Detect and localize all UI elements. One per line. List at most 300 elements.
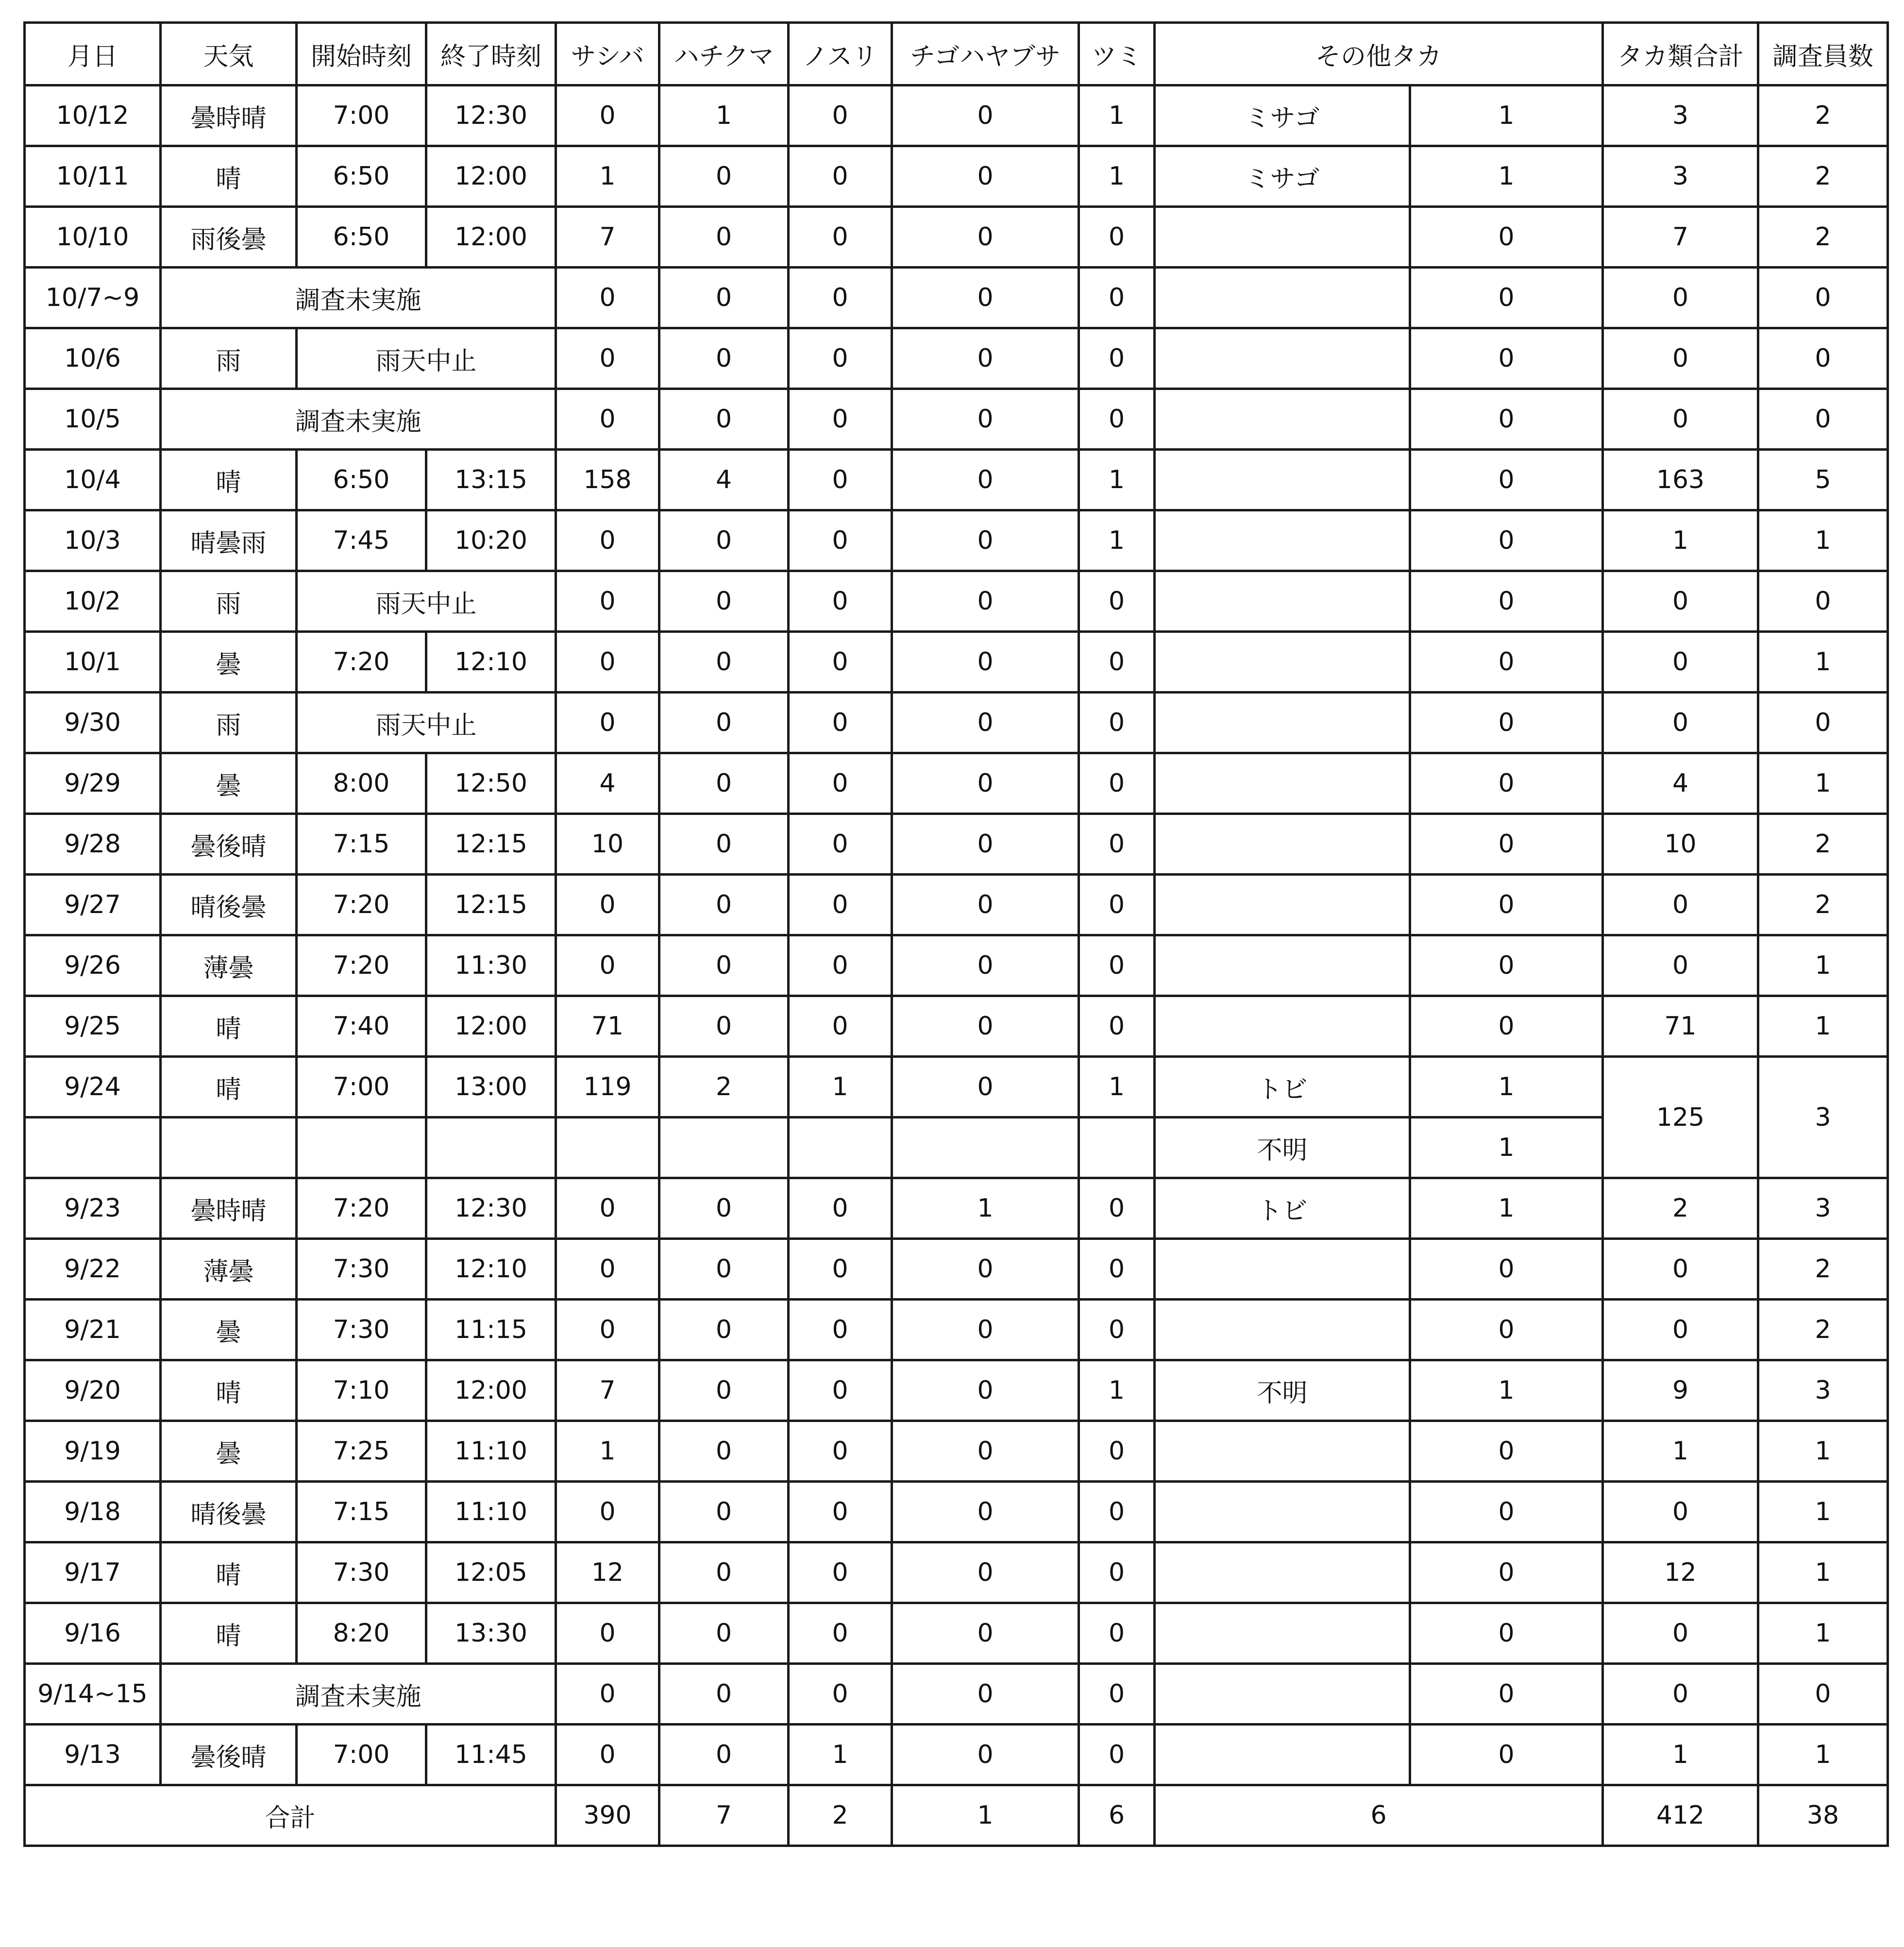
header-nosuri: ノスリ — [789, 23, 892, 85]
sashiba-cell: 1 — [556, 146, 659, 207]
nosuri-cell: 0 — [789, 1482, 892, 1542]
table-row — [25, 753, 1888, 814]
other-hawk-name-cell — [1155, 693, 1410, 753]
tsumi-cell: 0 — [1079, 1664, 1155, 1725]
hachikuma-cell: 0 — [659, 146, 789, 207]
date-cell: 9/29 — [25, 753, 161, 814]
other-hawk-count-cell: 0 — [1410, 753, 1603, 814]
nosuri-cell: 0 — [789, 935, 892, 996]
other-hawk-name-cell: ミサゴ — [1155, 146, 1410, 207]
weather-cell: 雨 — [161, 693, 297, 753]
other-hawk-name-cell — [1155, 875, 1410, 935]
sashiba-cell: 0 — [556, 1725, 659, 1785]
date-cell: 10/6 — [25, 328, 161, 389]
observers-cell: 0 — [1758, 389, 1888, 450]
empty-cell — [426, 1117, 556, 1178]
hawk-total-cell: 1 — [1603, 510, 1758, 571]
other-hawk-name-cell — [1155, 207, 1410, 268]
weather-cell: 曇 — [161, 753, 297, 814]
hawk-total-cell: 71 — [1603, 996, 1758, 1057]
other-hawk-name-cell: 不明 — [1155, 1360, 1410, 1421]
observers-cell: 0 — [1758, 571, 1888, 632]
chigohayabusa-cell: 0 — [892, 207, 1079, 268]
observers-cell: 2 — [1758, 146, 1888, 207]
chigohayabusa-cell: 0 — [892, 1239, 1079, 1300]
weather-cell: 曇後晴 — [161, 1725, 297, 1785]
tsumi-cell: 0 — [1079, 875, 1155, 935]
empty-cell — [556, 1117, 659, 1178]
weather-cell: 薄曇 — [161, 1239, 297, 1300]
observers-cell: 0 — [1758, 328, 1888, 389]
other-hawk-count-cell: 0 — [1410, 1603, 1603, 1664]
sashiba-cell: 7 — [556, 207, 659, 268]
sashiba-cell: 0 — [556, 632, 659, 693]
start-time-cell: 6:50 — [297, 207, 426, 268]
empty-cell — [892, 1117, 1079, 1178]
sashiba-cell: 0 — [556, 1178, 659, 1239]
other-hawk-name-cell — [1155, 1603, 1410, 1664]
other-hawk-count-cell: 0 — [1410, 1725, 1603, 1785]
chigohayabusa-cell: 0 — [892, 328, 1079, 389]
other-hawk-count-cell: 0 — [1410, 328, 1603, 389]
table-row — [25, 328, 1888, 389]
hawk-total-cell: 2 — [1603, 1178, 1758, 1239]
hawk-total-cell: 1 — [1603, 1725, 1758, 1785]
hawk-total-cell: 0 — [1603, 328, 1758, 389]
weather-cell: 雨後曇 — [161, 207, 297, 268]
table-row — [25, 1664, 1888, 1725]
hawk-total-cell: 0 — [1603, 268, 1758, 328]
hawk-total-cell: 163 — [1603, 450, 1758, 510]
nosuri-cell: 0 — [789, 328, 892, 389]
status-cell: 雨天中止 — [297, 693, 556, 753]
weather-cell: 晴 — [161, 1360, 297, 1421]
nosuri-cell: 0 — [789, 814, 892, 875]
weather-cell: 晴 — [161, 1542, 297, 1603]
nosuri-cell: 0 — [789, 207, 892, 268]
observers-cell: 1 — [1758, 1421, 1888, 1482]
empty-cell — [161, 1117, 297, 1178]
chigohayabusa-cell: 1 — [892, 1178, 1079, 1239]
header-other-hawks: その他タカ — [1155, 23, 1603, 85]
status-cell: 調査未実施 — [161, 389, 556, 450]
end-time-cell: 12:30 — [426, 85, 556, 146]
date-cell: 9/13 — [25, 1725, 161, 1785]
start-time-cell: 7:15 — [297, 814, 426, 875]
tsumi-cell: 1 — [1079, 85, 1155, 146]
totals-row — [25, 1785, 1888, 1846]
weather-cell: 晴 — [161, 1057, 297, 1117]
tsumi-cell: 0 — [1079, 693, 1155, 753]
weather-cell: 曇 — [161, 632, 297, 693]
date-cell: 10/1 — [25, 632, 161, 693]
status-cell: 雨天中止 — [297, 571, 556, 632]
chigohayabusa-cell: 0 — [892, 1542, 1079, 1603]
hachikuma-cell: 0 — [659, 814, 789, 875]
weather-cell: 晴 — [161, 996, 297, 1057]
other-hawk-count-cell: 1 — [1410, 1117, 1603, 1178]
observers-cell: 3 — [1758, 1178, 1888, 1239]
date-cell: 10/12 — [25, 85, 161, 146]
sashiba-cell: 1 — [556, 1421, 659, 1482]
other-hawk-count-cell: 1 — [1410, 1360, 1603, 1421]
table-row — [25, 510, 1888, 571]
table-row — [25, 389, 1888, 450]
other-hawk-count-cell: 0 — [1410, 450, 1603, 510]
hawk-total-cell: 0 — [1603, 632, 1758, 693]
tsumi-cell: 0 — [1079, 207, 1155, 268]
hachikuma-cell: 0 — [659, 1725, 789, 1785]
other-hawk-count-cell: 0 — [1410, 693, 1603, 753]
hachikuma-cell: 0 — [659, 753, 789, 814]
nosuri-cell: 0 — [789, 1664, 892, 1725]
date-cell: 9/20 — [25, 1360, 161, 1421]
start-time-cell: 7:20 — [297, 875, 426, 935]
other-hawk-name-cell — [1155, 389, 1410, 450]
date-cell: 9/19 — [25, 1421, 161, 1482]
chigohayabusa-cell: 0 — [892, 1664, 1079, 1725]
totals-tsumi: 6 — [1079, 1785, 1155, 1846]
weather-cell: 晴後曇 — [161, 1482, 297, 1542]
tsumi-cell: 1 — [1079, 450, 1155, 510]
start-time-cell: 7:00 — [297, 85, 426, 146]
sashiba-cell: 0 — [556, 693, 659, 753]
observers-cell: 1 — [1758, 1603, 1888, 1664]
status-cell: 調査未実施 — [161, 1664, 556, 1725]
totals-nosuri: 2 — [789, 1785, 892, 1846]
table-row — [25, 268, 1888, 328]
totals-chigohayabusa: 1 — [892, 1785, 1079, 1846]
date-cell: 10/7~9 — [25, 268, 161, 328]
status-cell: 雨天中止 — [297, 328, 556, 389]
sashiba-cell: 0 — [556, 510, 659, 571]
date-cell: 9/28 — [25, 814, 161, 875]
date-cell: 9/26 — [25, 935, 161, 996]
table-row — [25, 1421, 1888, 1482]
table-row — [25, 571, 1888, 632]
table-row — [25, 1239, 1888, 1300]
empty-cell — [1079, 1117, 1155, 1178]
end-time-cell: 13:30 — [426, 1603, 556, 1664]
tsumi-cell: 0 — [1079, 1239, 1155, 1300]
date-cell: 9/21 — [25, 1300, 161, 1360]
other-hawk-count-cell: 0 — [1410, 935, 1603, 996]
other-hawk-count-cell: 0 — [1410, 1542, 1603, 1603]
start-time-cell: 6:50 — [297, 146, 426, 207]
observers-cell: 1 — [1758, 1542, 1888, 1603]
sashiba-cell: 0 — [556, 389, 659, 450]
chigohayabusa-cell: 0 — [892, 1603, 1079, 1664]
other-hawk-name-cell — [1155, 328, 1410, 389]
chigohayabusa-cell: 0 — [892, 935, 1079, 996]
end-time-cell: 11:45 — [426, 1725, 556, 1785]
date-cell: 9/25 — [25, 996, 161, 1057]
empty-cell — [25, 1117, 161, 1178]
hachikuma-cell: 0 — [659, 875, 789, 935]
other-hawk-count-cell: 0 — [1410, 1239, 1603, 1300]
start-time-cell: 7:00 — [297, 1725, 426, 1785]
hawk-total-cell: 125 — [1603, 1057, 1758, 1178]
end-time-cell: 12:00 — [426, 1360, 556, 1421]
observers-cell: 1 — [1758, 996, 1888, 1057]
sashiba-cell: 0 — [556, 1664, 659, 1725]
hachikuma-cell: 4 — [659, 450, 789, 510]
weather-cell: 雨 — [161, 571, 297, 632]
end-time-cell: 11:10 — [426, 1482, 556, 1542]
hachikuma-cell: 0 — [659, 1360, 789, 1421]
other-hawk-name-cell — [1155, 571, 1410, 632]
chigohayabusa-cell: 0 — [892, 85, 1079, 146]
tsumi-cell: 0 — [1079, 571, 1155, 632]
tsumi-cell: 0 — [1079, 1178, 1155, 1239]
other-hawk-count-cell: 1 — [1410, 1178, 1603, 1239]
observers-cell: 0 — [1758, 1664, 1888, 1725]
weather-cell: 曇 — [161, 1421, 297, 1482]
hachikuma-cell: 0 — [659, 1603, 789, 1664]
sashiba-cell: 0 — [556, 1239, 659, 1300]
sashiba-cell: 0 — [556, 935, 659, 996]
hawk-total-cell: 7 — [1603, 207, 1758, 268]
end-time-cell: 10:20 — [426, 510, 556, 571]
hawk-total-cell: 0 — [1603, 571, 1758, 632]
table-row — [25, 632, 1888, 693]
other-hawk-name-cell — [1155, 1239, 1410, 1300]
totals-hawk-total: 412 — [1603, 1785, 1758, 1846]
date-cell: 9/18 — [25, 1482, 161, 1542]
chigohayabusa-cell: 0 — [892, 753, 1079, 814]
header-sashiba: サシバ — [556, 23, 659, 85]
hachikuma-cell: 0 — [659, 1178, 789, 1239]
table-row — [25, 935, 1888, 996]
hawk-total-cell: 3 — [1603, 85, 1758, 146]
nosuri-cell: 0 — [789, 268, 892, 328]
date-cell: 9/24 — [25, 1057, 161, 1117]
totals-sashiba: 390 — [556, 1785, 659, 1846]
start-time-cell: 7:20 — [297, 632, 426, 693]
nosuri-cell: 1 — [789, 1057, 892, 1117]
tsumi-cell: 0 — [1079, 1725, 1155, 1785]
chigohayabusa-cell: 0 — [892, 146, 1079, 207]
other-hawk-count-cell: 0 — [1410, 571, 1603, 632]
start-time-cell: 7:45 — [297, 510, 426, 571]
empty-cell — [789, 1117, 892, 1178]
tsumi-cell: 0 — [1079, 1542, 1155, 1603]
date-cell: 10/2 — [25, 571, 161, 632]
sashiba-cell: 0 — [556, 268, 659, 328]
table-row — [25, 1057, 1888, 1117]
end-time-cell: 12:15 — [426, 814, 556, 875]
hachikuma-cell: 0 — [659, 693, 789, 753]
end-time-cell: 12:00 — [426, 146, 556, 207]
hachikuma-cell: 0 — [659, 996, 789, 1057]
weather-cell: 薄曇 — [161, 935, 297, 996]
hawk-total-cell: 0 — [1603, 1664, 1758, 1725]
other-hawk-name-cell: 不明 — [1155, 1117, 1410, 1178]
nosuri-cell: 0 — [789, 693, 892, 753]
totals-observers: 38 — [1758, 1785, 1888, 1846]
observers-cell: 2 — [1758, 875, 1888, 935]
hachikuma-cell: 0 — [659, 571, 789, 632]
weather-cell: 曇時晴 — [161, 1178, 297, 1239]
hachikuma-cell: 0 — [659, 328, 789, 389]
hachikuma-cell: 1 — [659, 85, 789, 146]
chigohayabusa-cell: 0 — [892, 693, 1079, 753]
other-hawk-count-cell: 0 — [1410, 996, 1603, 1057]
nosuri-cell: 0 — [789, 1421, 892, 1482]
tsumi-cell: 0 — [1079, 935, 1155, 996]
hachikuma-cell: 0 — [659, 1300, 789, 1360]
tsumi-cell: 0 — [1079, 1421, 1155, 1482]
date-cell: 10/10 — [25, 207, 161, 268]
sashiba-cell: 0 — [556, 328, 659, 389]
sashiba-cell: 0 — [556, 1603, 659, 1664]
end-time-cell: 12:00 — [426, 207, 556, 268]
weather-cell: 晴 — [161, 1603, 297, 1664]
tsumi-cell: 0 — [1079, 814, 1155, 875]
table-row — [25, 1360, 1888, 1421]
status-cell: 調査未実施 — [161, 268, 556, 328]
start-time-cell: 7:25 — [297, 1421, 426, 1482]
sashiba-cell: 0 — [556, 1482, 659, 1542]
tsumi-cell: 0 — [1079, 1603, 1155, 1664]
date-cell: 9/14~15 — [25, 1664, 161, 1725]
date-cell: 10/5 — [25, 389, 161, 450]
table-row — [25, 875, 1888, 935]
other-hawk-count-cell: 0 — [1410, 875, 1603, 935]
header-chigohayabusa: チゴハヤブサ — [892, 23, 1079, 85]
chigohayabusa-cell: 0 — [892, 1360, 1079, 1421]
end-time-cell: 12:10 — [426, 632, 556, 693]
tsumi-cell: 0 — [1079, 632, 1155, 693]
table-row — [25, 693, 1888, 753]
sashiba-cell: 12 — [556, 1542, 659, 1603]
chigohayabusa-cell: 0 — [892, 268, 1079, 328]
start-time-cell: 7:30 — [297, 1542, 426, 1603]
other-hawk-name-cell — [1155, 1482, 1410, 1542]
other-hawk-count-cell: 0 — [1410, 1664, 1603, 1725]
end-time-cell: 13:15 — [426, 450, 556, 510]
hawk-survey-table — [23, 21, 1889, 1847]
date-cell: 10/4 — [25, 450, 161, 510]
other-hawk-count-cell: 0 — [1410, 389, 1603, 450]
nosuri-cell: 0 — [789, 996, 892, 1057]
sashiba-cell: 7 — [556, 1360, 659, 1421]
date-cell: 9/27 — [25, 875, 161, 935]
tsumi-cell: 1 — [1079, 146, 1155, 207]
nosuri-cell: 0 — [789, 1603, 892, 1664]
table-row — [25, 996, 1888, 1057]
hawk-total-cell: 0 — [1603, 389, 1758, 450]
date-cell: 9/30 — [25, 693, 161, 753]
tsumi-cell: 0 — [1079, 753, 1155, 814]
tsumi-cell: 0 — [1079, 1300, 1155, 1360]
observers-cell: 1 — [1758, 510, 1888, 571]
sashiba-cell: 10 — [556, 814, 659, 875]
other-hawk-count-cell: 0 — [1410, 268, 1603, 328]
weather-cell: 曇 — [161, 1300, 297, 1360]
date-cell: 9/23 — [25, 1178, 161, 1239]
hachikuma-cell: 0 — [659, 1421, 789, 1482]
nosuri-cell: 0 — [789, 389, 892, 450]
table-row — [25, 85, 1888, 146]
sashiba-cell: 0 — [556, 85, 659, 146]
nosuri-cell: 0 — [789, 1300, 892, 1360]
header-start-time: 開始時刻 — [297, 23, 426, 85]
start-time-cell: 7:40 — [297, 996, 426, 1057]
tsumi-cell: 0 — [1079, 389, 1155, 450]
other-hawk-count-cell: 1 — [1410, 85, 1603, 146]
tsumi-cell: 0 — [1079, 328, 1155, 389]
end-time-cell: 13:00 — [426, 1057, 556, 1117]
hachikuma-cell: 0 — [659, 1239, 789, 1300]
start-time-cell: 8:00 — [297, 753, 426, 814]
nosuri-cell: 0 — [789, 510, 892, 571]
hawk-total-cell: 12 — [1603, 1542, 1758, 1603]
start-time-cell: 7:30 — [297, 1300, 426, 1360]
hachikuma-cell: 2 — [659, 1057, 789, 1117]
chigohayabusa-cell: 0 — [892, 1421, 1079, 1482]
hawk-total-cell: 0 — [1603, 1482, 1758, 1542]
sashiba-cell: 0 — [556, 571, 659, 632]
other-hawk-name-cell — [1155, 1725, 1410, 1785]
other-hawk-count-cell: 0 — [1410, 1482, 1603, 1542]
observers-cell: 3 — [1758, 1360, 1888, 1421]
header-observers: 調査員数 — [1758, 23, 1888, 85]
start-time-cell: 7:30 — [297, 1239, 426, 1300]
hachikuma-cell: 0 — [659, 207, 789, 268]
observers-cell: 2 — [1758, 207, 1888, 268]
nosuri-cell: 0 — [789, 450, 892, 510]
other-hawk-name-cell — [1155, 1300, 1410, 1360]
weather-cell: 晴曇雨 — [161, 510, 297, 571]
tsumi-cell: 1 — [1079, 1360, 1155, 1421]
end-time-cell: 11:15 — [426, 1300, 556, 1360]
nosuri-cell: 0 — [789, 571, 892, 632]
observers-cell: 1 — [1758, 935, 1888, 996]
survey-table-body — [25, 85, 1888, 1785]
weather-cell: 雨 — [161, 328, 297, 389]
hawk-total-cell: 0 — [1603, 935, 1758, 996]
observers-cell: 1 — [1758, 753, 1888, 814]
other-hawk-name-cell — [1155, 935, 1410, 996]
other-hawk-name-cell: トビ — [1155, 1057, 1410, 1117]
end-time-cell: 12:05 — [426, 1542, 556, 1603]
weather-cell: 曇後晴 — [161, 814, 297, 875]
end-time-cell: 12:30 — [426, 1178, 556, 1239]
observers-cell: 1 — [1758, 632, 1888, 693]
chigohayabusa-cell: 0 — [892, 1725, 1079, 1785]
nosuri-cell: 0 — [789, 146, 892, 207]
hawk-total-cell: 9 — [1603, 1360, 1758, 1421]
totals-other-hawks: 6 — [1155, 1785, 1603, 1846]
table-row — [25, 1603, 1888, 1664]
other-hawk-count-cell: 0 — [1410, 510, 1603, 571]
other-hawk-count-cell: 0 — [1410, 814, 1603, 875]
other-hawk-name-cell — [1155, 814, 1410, 875]
other-hawk-count-cell: 0 — [1410, 632, 1603, 693]
observers-cell: 5 — [1758, 450, 1888, 510]
date-cell: 9/22 — [25, 1239, 161, 1300]
nosuri-cell: 1 — [789, 1725, 892, 1785]
observers-cell: 0 — [1758, 693, 1888, 753]
other-hawk-name-cell — [1155, 1664, 1410, 1725]
start-time-cell: 6:50 — [297, 450, 426, 510]
header-tsumi: ツミ — [1079, 23, 1155, 85]
date-cell: 9/16 — [25, 1603, 161, 1664]
table-row — [25, 1482, 1888, 1542]
table-row — [25, 146, 1888, 207]
sashiba-cell: 0 — [556, 875, 659, 935]
